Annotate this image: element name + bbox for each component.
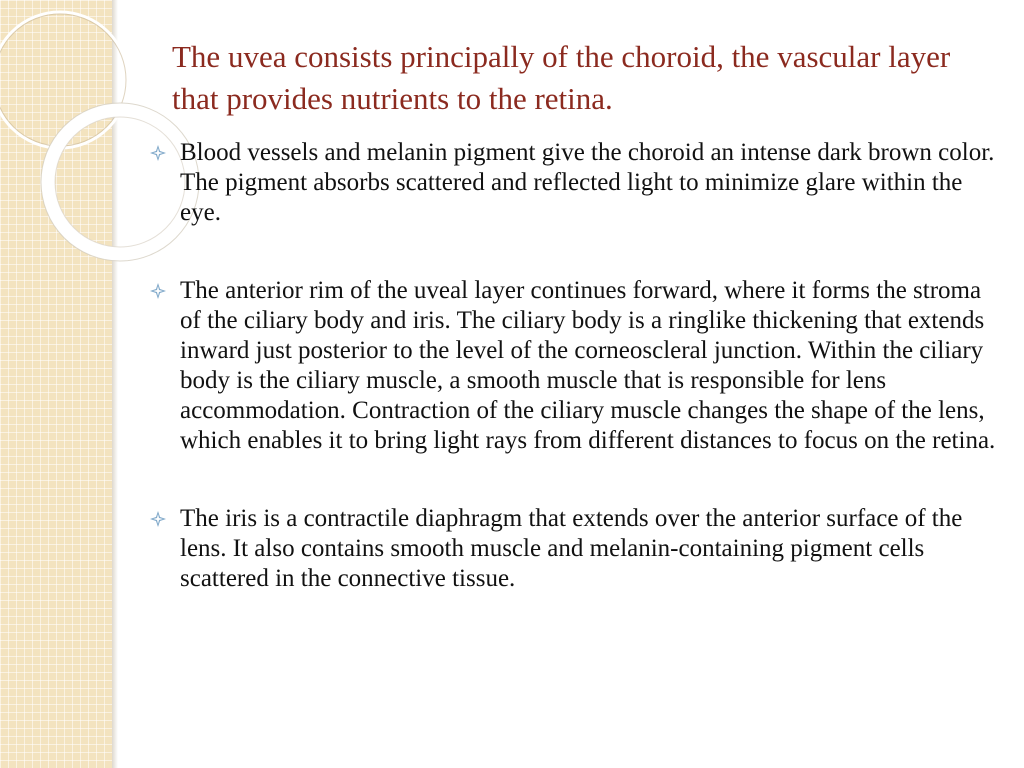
bullet-item (148, 504, 998, 594)
bullet-text: The iris is a contractile diaphragm that extends over the anterior surface of the lens. It also contains smooth muscle and melanin-containing pigment cells scattered in the connective tissue. (180, 505, 963, 592)
four-petal-diamond-icon (150, 145, 166, 161)
bullet-item (148, 138, 998, 228)
decor-ring-1-shadow (0, 14, 126, 146)
slide-title: The uvea consists principally of the choroid, the vascular layer that provides nutrients to the retina. (172, 39, 951, 116)
bullet-list (148, 138, 998, 594)
bullet-item (148, 276, 998, 456)
four-petal-diamond-icon (150, 283, 166, 299)
bullet-text: The anterior rim of the uveal layer continues forward, where it forms the stroma of the ciliary body and iris. The ciliary body is a ringlike thickening that extends inward just posterior to the level of the corneoscleral junction. Within the ciliary body is the ciliary muscle, a smooth muscle that is responsible for lens accommodation. Contraction of the ciliary muscle changes the shape of the lens, which enables it to bring light rays from different distances to focus on the retina. (180, 277, 996, 454)
bullet-text: Blood vessels and melanin pigment give the choroid an intense dark brown color. The pigment absorbs scattered and reflected light to minimize glare within the eye. (180, 139, 995, 226)
four-petal-diamond-icon (150, 511, 166, 527)
